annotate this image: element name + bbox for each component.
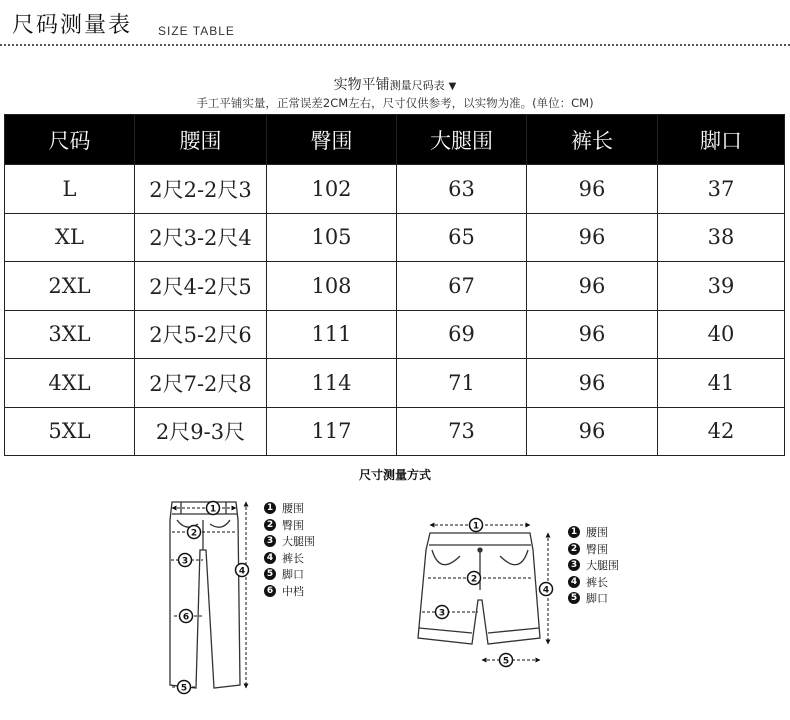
- number-badge-icon: 1: [568, 526, 580, 538]
- svg-text:6: 6: [182, 612, 190, 623]
- cell-leg-opening: 39: [658, 262, 785, 311]
- diagram-number-marker: [500, 654, 513, 667]
- cell-thigh: 73: [397, 407, 527, 456]
- cell-thigh: 65: [397, 213, 527, 262]
- diagram-number-marker: [236, 564, 249, 577]
- number-badge-icon: 2: [264, 519, 276, 531]
- triangle-down-icon: ▼: [448, 81, 457, 92]
- legend-label: 大腿围: [586, 559, 619, 573]
- cell-length: 96: [527, 407, 658, 456]
- cell-leg-opening: 41: [658, 359, 785, 408]
- page-title: 尺码测量表: [12, 13, 133, 38]
- legend-item: [264, 550, 315, 567]
- table-row: [5, 165, 785, 214]
- cell-size: 2XL: [5, 262, 135, 311]
- diagram-number-marker: [540, 583, 553, 596]
- cell-leg-opening: 40: [658, 310, 785, 359]
- subtitle-main: 实物平铺: [333, 77, 390, 93]
- table-row: [5, 407, 785, 456]
- cell-length: 96: [527, 165, 658, 214]
- legend-label: 腰围: [282, 502, 304, 516]
- header-thigh: 大腿围: [397, 115, 527, 165]
- legend-item: [264, 517, 315, 534]
- table-row: [5, 213, 785, 262]
- cell-length: 96: [527, 310, 658, 359]
- cell-hip: 105: [267, 213, 397, 262]
- number-badge-icon: 4: [264, 552, 276, 564]
- shorts-illustration: [418, 533, 540, 644]
- diagram-number-marker: [468, 572, 481, 585]
- svg-text:2: 2: [470, 574, 478, 585]
- number-badge-icon: 6: [264, 585, 276, 597]
- page-title-en: SIZE TABLE: [158, 24, 235, 38]
- cell-size: L: [5, 165, 135, 214]
- legend-item: [568, 574, 619, 591]
- pants-illustration: [170, 502, 240, 688]
- legend-label: 腰围: [586, 526, 608, 540]
- svg-text:4: 4: [238, 566, 246, 577]
- svg-text:2: 2: [190, 528, 198, 539]
- cell-waist: 2尺5-2尺6: [135, 310, 267, 359]
- header-divider: [0, 44, 790, 46]
- number-badge-icon: 1: [264, 502, 276, 514]
- number-badge-icon: 3: [568, 559, 580, 571]
- diagram-number-marker: [188, 526, 201, 539]
- measurement-diagrams: [0, 480, 790, 710]
- header-length: 裤长: [527, 115, 658, 165]
- table-row: [5, 310, 785, 359]
- header-hip: 臀围: [267, 115, 397, 165]
- number-badge-icon: 4: [568, 576, 580, 588]
- cell-length: 96: [527, 359, 658, 408]
- cell-hip: 117: [267, 407, 397, 456]
- cell-hip: 114: [267, 359, 397, 408]
- subtitle-small: 测量尺码表: [389, 79, 445, 92]
- legend-label: 裤长: [586, 575, 608, 589]
- legend-item: [264, 566, 315, 583]
- page-header: [0, 0, 790, 48]
- number-badge-icon: 5: [264, 568, 276, 580]
- cell-length: 96: [527, 262, 658, 311]
- legend-label: 中档: [282, 584, 304, 598]
- legend-label: 脚口: [282, 568, 304, 582]
- header-size: 尺码: [5, 115, 135, 165]
- header-waist: 腰围: [135, 115, 267, 165]
- cell-size: 3XL: [5, 310, 135, 359]
- cell-waist: 2尺3-2尺4: [135, 213, 267, 262]
- diagram-number-marker: [179, 554, 192, 567]
- cell-leg-opening: 37: [658, 165, 785, 214]
- cell-waist: 2尺7-2尺8: [135, 359, 267, 408]
- cell-leg-opening: 38: [658, 213, 785, 262]
- cell-thigh: 69: [397, 310, 527, 359]
- svg-text:3: 3: [181, 556, 189, 567]
- table-subtitle: [0, 74, 790, 94]
- legend-label: 裤长: [282, 551, 304, 565]
- pants-legend: [264, 500, 315, 599]
- diagram-number-marker: [207, 502, 220, 515]
- diagram-number-marker: [436, 606, 449, 619]
- shorts-markers: [436, 519, 553, 667]
- cell-hip: 111: [267, 310, 397, 359]
- diagram-number-marker: [180, 610, 193, 623]
- cell-size: XL: [5, 213, 135, 262]
- header-leg-opening: 脚口: [658, 115, 785, 165]
- legend-label: 臀围: [586, 542, 608, 556]
- table-row: [5, 262, 785, 311]
- table-row: [5, 359, 785, 408]
- legend-item: [568, 541, 619, 558]
- legend-item: [264, 583, 315, 600]
- legend-item: [568, 524, 619, 541]
- cell-thigh: 71: [397, 359, 527, 408]
- svg-text:3: 3: [438, 608, 446, 619]
- size-table: [4, 114, 785, 456]
- diagram-number-marker: [470, 519, 483, 532]
- measurement-method-title: 尺寸测量方式: [358, 468, 431, 482]
- number-badge-icon: 5: [568, 592, 580, 604]
- cell-length: 96: [527, 213, 658, 262]
- number-badge-icon: 2: [568, 543, 580, 555]
- legend-item: [264, 500, 315, 517]
- legend-label: 脚口: [586, 592, 608, 606]
- cell-thigh: 67: [397, 262, 527, 311]
- svg-text:5: 5: [180, 683, 188, 694]
- legend-item: [568, 590, 619, 607]
- cell-leg-opening: 42: [658, 407, 785, 456]
- cell-waist: 2尺2-2尺3: [135, 165, 267, 214]
- number-badge-icon: 3: [264, 535, 276, 547]
- svg-text:5: 5: [502, 656, 510, 667]
- cell-waist: 2尺9-3尺: [135, 407, 267, 456]
- cell-size: 5XL: [5, 407, 135, 456]
- svg-text:1: 1: [209, 504, 217, 515]
- shorts-legend: [568, 524, 619, 607]
- diagram-number-marker: [178, 681, 191, 694]
- cell-waist: 2尺4-2尺5: [135, 262, 267, 311]
- svg-text:1: 1: [472, 521, 480, 532]
- cell-hip: 102: [267, 165, 397, 214]
- measurement-note: 手工平铺实量，正常误差2CM左右，尺寸仅供参考，以实物为准。(单位：CM): [196, 96, 594, 110]
- legend-label: 大腿围: [282, 535, 315, 549]
- svg-text:4: 4: [542, 585, 550, 596]
- legend-item: [264, 533, 315, 550]
- cell-hip: 108: [267, 262, 397, 311]
- cell-size: 4XL: [5, 359, 135, 408]
- table-header-row: [5, 115, 785, 165]
- cell-thigh: 63: [397, 165, 527, 214]
- legend-label: 臀围: [282, 518, 304, 532]
- legend-item: [568, 557, 619, 574]
